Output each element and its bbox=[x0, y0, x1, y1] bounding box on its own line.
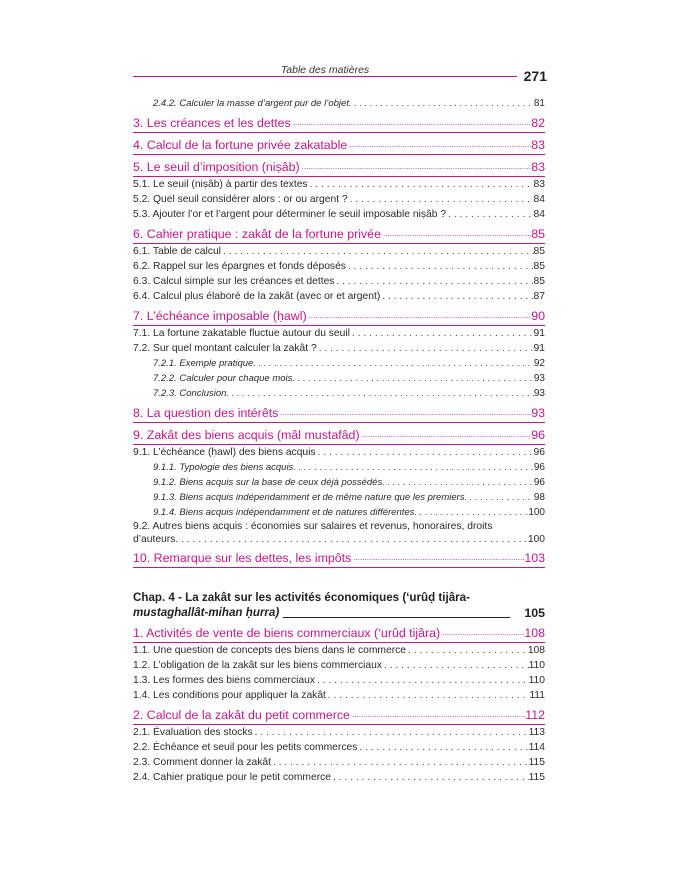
dot-leader bbox=[448, 207, 533, 222]
toc-entry-title: 7.2.2. Calculer pour chaque mois bbox=[153, 373, 293, 384]
dot-leader bbox=[253, 356, 534, 371]
toc-entry-title: 6. Cahier pratique : zakât de la fortune privée bbox=[133, 226, 383, 244]
dot-leader bbox=[302, 159, 532, 177]
dot-leader bbox=[292, 371, 533, 386]
toc-subsection-entry[interactable] bbox=[133, 341, 545, 356]
toc-subsection-entry[interactable] bbox=[133, 673, 545, 688]
toc-entry-page: 108 bbox=[524, 625, 545, 643]
toc-entry-title: 2.2. Échéance et seuil pour les petits commerces bbox=[133, 742, 358, 753]
dot-leader bbox=[318, 445, 534, 460]
dot-leader bbox=[293, 460, 534, 475]
dot-leader bbox=[362, 427, 532, 445]
toc-entry-title: 7.2.1. Exemple pratique bbox=[153, 358, 254, 369]
toc-subsection-entry[interactable] bbox=[133, 445, 545, 460]
dot-leader bbox=[408, 643, 528, 658]
toc-section-entry[interactable] bbox=[133, 115, 545, 133]
toc-section-entry[interactable] bbox=[133, 137, 545, 155]
dot-leader bbox=[382, 289, 533, 304]
dot-leader bbox=[317, 673, 529, 688]
toc-entry-page: 112 bbox=[525, 707, 545, 725]
toc-subsubsection-entry[interactable] bbox=[133, 356, 545, 371]
toc-subsection-entry[interactable] bbox=[133, 643, 545, 658]
dot-leader bbox=[359, 740, 528, 755]
toc-entry-title: 9.1.2. Biens acquis sur la base de ceux déjà possédés bbox=[153, 477, 383, 488]
toc-entry-title: 9. Zakât des biens acquis (mâl mustafâd) bbox=[133, 427, 362, 445]
toc-subsection-entry[interactable] bbox=[133, 289, 545, 304]
toc-entry-page: 100 bbox=[528, 507, 545, 518]
toc-subsection-entry[interactable] bbox=[133, 755, 545, 770]
toc-entry-title: 9.1.1. Typologie des biens acquis bbox=[153, 462, 294, 473]
toc-subsection-entry[interactable] bbox=[133, 688, 545, 703]
toc-section-entry[interactable] bbox=[133, 405, 545, 423]
toc-entry-title: 9.2. Autres biens acquis : économies sur salaires et revenus, honoraires, droits bbox=[133, 521, 493, 532]
toc-subsection-entry[interactable] bbox=[133, 259, 545, 274]
toc-entry-page: 93 bbox=[533, 373, 545, 384]
dot-leader bbox=[336, 274, 533, 289]
toc-entry-title: 2.4.2. Calculer la masse d’argent pur de l’objet bbox=[153, 98, 349, 109]
toc-entry-title: 7.1. La fortune zakatable fluctue autour du seuil bbox=[133, 328, 350, 339]
toc-subsection-entry[interactable] bbox=[133, 725, 545, 740]
toc-subsection-entry[interactable] bbox=[133, 658, 545, 673]
chapter-heading[interactable] bbox=[133, 590, 545, 621]
toc-section-entry[interactable] bbox=[133, 427, 545, 445]
toc-entry-page: 110 bbox=[528, 675, 545, 686]
toc-entry-title: 6.1. Table de calcul bbox=[133, 246, 221, 257]
toc-entry-page: 103 bbox=[524, 550, 545, 568]
toc-entry-title: 1.3. Les formes des biens commerciaux bbox=[133, 675, 315, 686]
toc-subsection-entry[interactable] bbox=[133, 326, 545, 341]
page-header bbox=[133, 52, 547, 86]
dot-leader bbox=[349, 137, 531, 155]
toc-entry-page: 108 bbox=[527, 645, 545, 656]
toc-entry-title: 10. Remarque sur les dettes, les impôts bbox=[133, 550, 353, 568]
toc-entry-page: 83 bbox=[531, 159, 545, 177]
dot-leader bbox=[382, 475, 534, 490]
toc-subsection-entry[interactable] bbox=[133, 770, 545, 785]
dot-leader bbox=[310, 177, 534, 192]
toc-entry-title: 8. La question des intérêts bbox=[133, 405, 280, 423]
dot-leader bbox=[223, 244, 534, 259]
toc-entry-page: 115 bbox=[528, 757, 545, 768]
chapter-page-number: 105 bbox=[524, 606, 545, 620]
toc-entry-page: 111 bbox=[529, 690, 545, 701]
toc-entry-title: 7. L’échéance imposable (ḥawl) bbox=[133, 308, 309, 326]
dot-leader bbox=[226, 386, 533, 401]
toc-entry-page: 85 bbox=[531, 226, 545, 244]
toc-entry-page: 93 bbox=[531, 405, 545, 423]
toc-entry-title: 2.1. Évaluation des stocks bbox=[133, 727, 253, 738]
dot-leader bbox=[293, 115, 531, 133]
toc-subsubsection-entry[interactable] bbox=[133, 371, 545, 386]
toc-section-chapter-3 bbox=[133, 96, 545, 568]
dot-leader bbox=[384, 658, 529, 673]
toc-entry-title: 7.2.3. Conclusion bbox=[153, 388, 227, 399]
toc-entry-title: 5. Le seuil d’imposition (niṣâb) bbox=[133, 159, 302, 177]
toc-entry-title: 2.3. Comment donner la zakât bbox=[133, 757, 271, 768]
toc-subsection-entry[interactable] bbox=[133, 192, 545, 207]
dot-leader bbox=[442, 625, 524, 643]
toc-entry-page: 81 bbox=[533, 98, 545, 109]
dot-leader bbox=[319, 341, 534, 356]
running-title: Table des matières bbox=[280, 64, 370, 76]
toc-entry-title: 6.4. Calcul plus élaboré de la zakât (avec or et argent) bbox=[133, 291, 381, 302]
toc-entry-page: 83 bbox=[533, 179, 545, 190]
toc-entry-page: 93 bbox=[533, 388, 545, 399]
toc-entry-page: 110 bbox=[528, 660, 545, 671]
toc-entry-page: 100 bbox=[527, 534, 545, 545]
toc-section-entry[interactable] bbox=[133, 625, 545, 643]
toc-entry-page: 85 bbox=[533, 276, 545, 287]
chapter-rule bbox=[283, 617, 510, 618]
toc-subsubsection-entry[interactable] bbox=[133, 460, 545, 475]
toc-entry-page: 96 bbox=[533, 447, 545, 458]
toc-entry-page: 91 bbox=[533, 328, 545, 339]
toc-entry-page: 115 bbox=[528, 772, 545, 783]
toc-entry-page: 84 bbox=[533, 194, 545, 205]
toc-entry-title: 1.4. Les conditions pour appliquer la zakât bbox=[133, 690, 326, 701]
toc-entry-title: 2. Calcul de la zakât du petit commerce bbox=[133, 707, 352, 725]
dot-leader bbox=[273, 755, 529, 770]
toc-section-chapter-4 bbox=[133, 625, 545, 785]
toc-section-entry[interactable] bbox=[133, 159, 545, 177]
dot-leader bbox=[348, 259, 534, 274]
toc-subsubsection-entry[interactable] bbox=[133, 96, 545, 111]
toc-entry-title: 6.3. Calcul simple sur les créances et dettes bbox=[133, 276, 335, 287]
toc-entry-page: 91 bbox=[533, 343, 545, 354]
toc-entry-page: 85 bbox=[533, 261, 545, 272]
toc-subsection-entry[interactable] bbox=[133, 740, 545, 755]
toc-entry-title: 9.1. L’échéance (ḥawl) des biens acquis bbox=[133, 447, 316, 458]
toc-section-entry[interactable] bbox=[133, 226, 545, 244]
toc-entry-page: 83 bbox=[531, 137, 545, 155]
toc-entry-page: 87 bbox=[533, 291, 545, 302]
toc-entry-title: 3. Les créances et les dettes bbox=[133, 115, 293, 133]
toc-entry-title: 2.4. Cahier pratique pour le petit commerce bbox=[133, 772, 332, 783]
dot-leader bbox=[280, 405, 531, 423]
chapter-title-line-1: Chap. 4 - La zakât sur les activités économiques (‘urûḍ tijâra- bbox=[133, 591, 470, 604]
toc-entry-page: 98 bbox=[533, 492, 545, 503]
toc-entry-title: 5.3. Ajouter l’or et l’argent pour déterminer le seuil imposable niṣâb ? bbox=[133, 209, 447, 220]
toc-subsection-entry[interactable] bbox=[133, 244, 545, 259]
toc-subsection-entry[interactable] bbox=[133, 274, 545, 289]
toc-entry-page: 84 bbox=[533, 209, 545, 220]
toc-subsubsection-entry[interactable] bbox=[133, 475, 545, 490]
dot-leader bbox=[255, 725, 529, 740]
toc-subsubsection-entry[interactable] bbox=[133, 490, 545, 505]
toc-entry-title: 5.2. Quel seuil considérer alors : or ou argent ? bbox=[133, 194, 348, 205]
dot-leader bbox=[328, 688, 529, 703]
toc-entry-page: 92 bbox=[533, 358, 545, 369]
toc-subsubsection-entry[interactable] bbox=[133, 386, 545, 401]
toc-entry-title: 5.1. Le seuil (niṣâb) à partir des textes bbox=[133, 179, 308, 190]
toc-entry-page: 90 bbox=[531, 308, 545, 326]
table-of-contents bbox=[133, 96, 545, 785]
dot-leader bbox=[414, 505, 528, 520]
dot-leader bbox=[352, 707, 525, 725]
dot-leader bbox=[383, 226, 531, 244]
toc-section-entry[interactable] bbox=[133, 707, 545, 725]
toc-entry-page: 96 bbox=[533, 477, 545, 488]
toc-entry-page: 114 bbox=[528, 742, 545, 753]
toc-entry-page: 85 bbox=[533, 246, 545, 257]
dot-leader bbox=[175, 533, 527, 546]
chapter-title-line-2: mustaghallât-mihan ḥurra) bbox=[133, 606, 280, 619]
toc-entry-title: 7.2. Sur quel montant calculer la zakât ? bbox=[133, 343, 317, 354]
dot-leader bbox=[309, 308, 532, 326]
toc-section-entry[interactable] bbox=[133, 550, 545, 568]
dot-leader bbox=[352, 326, 534, 341]
toc-entry-title: 1. Activités de vente de biens commerciaux (‘urûḍ tijâra) bbox=[133, 625, 442, 643]
toc-entry[interactable] bbox=[133, 520, 545, 546]
toc-entry-page: 113 bbox=[528, 727, 545, 738]
page-number: 271 bbox=[523, 68, 547, 84]
toc-subsection-entry[interactable] bbox=[133, 207, 545, 222]
toc-entry-title-continued: d’auteurs bbox=[133, 534, 176, 545]
toc-entry-title: 6.2. Rappel sur les épargnes et fonds déposés bbox=[133, 261, 346, 272]
toc-entry-page: 96 bbox=[533, 462, 545, 473]
dot-leader bbox=[353, 550, 524, 568]
toc-entry-title: 1.1. Une question de concepts des biens dans le commerce bbox=[133, 645, 407, 656]
dot-leader bbox=[349, 96, 534, 111]
toc-entry-title: 1.2. L’obligation de la zakât sur les biens commerciaux bbox=[133, 660, 382, 671]
dot-leader bbox=[465, 490, 534, 505]
toc-subsection-entry[interactable] bbox=[133, 177, 545, 192]
toc-subsubsection-entry[interactable] bbox=[133, 505, 545, 520]
dot-leader bbox=[333, 770, 529, 785]
toc-entry-title: 9.1.4. Biens acquis indépendamment et de natures différentes bbox=[153, 507, 415, 518]
header-rule bbox=[133, 76, 517, 77]
toc-section-entry[interactable] bbox=[133, 308, 545, 326]
dot-leader bbox=[350, 192, 534, 207]
toc-entry-title: 4. Calcul de la fortune privée zakatable bbox=[133, 137, 349, 155]
toc-entry-page: 96 bbox=[531, 427, 545, 445]
toc-entry-title: 9.1.3. Biens acquis indépendamment et de même nature que les premiers bbox=[153, 492, 465, 503]
toc-entry-page: 82 bbox=[531, 115, 545, 133]
